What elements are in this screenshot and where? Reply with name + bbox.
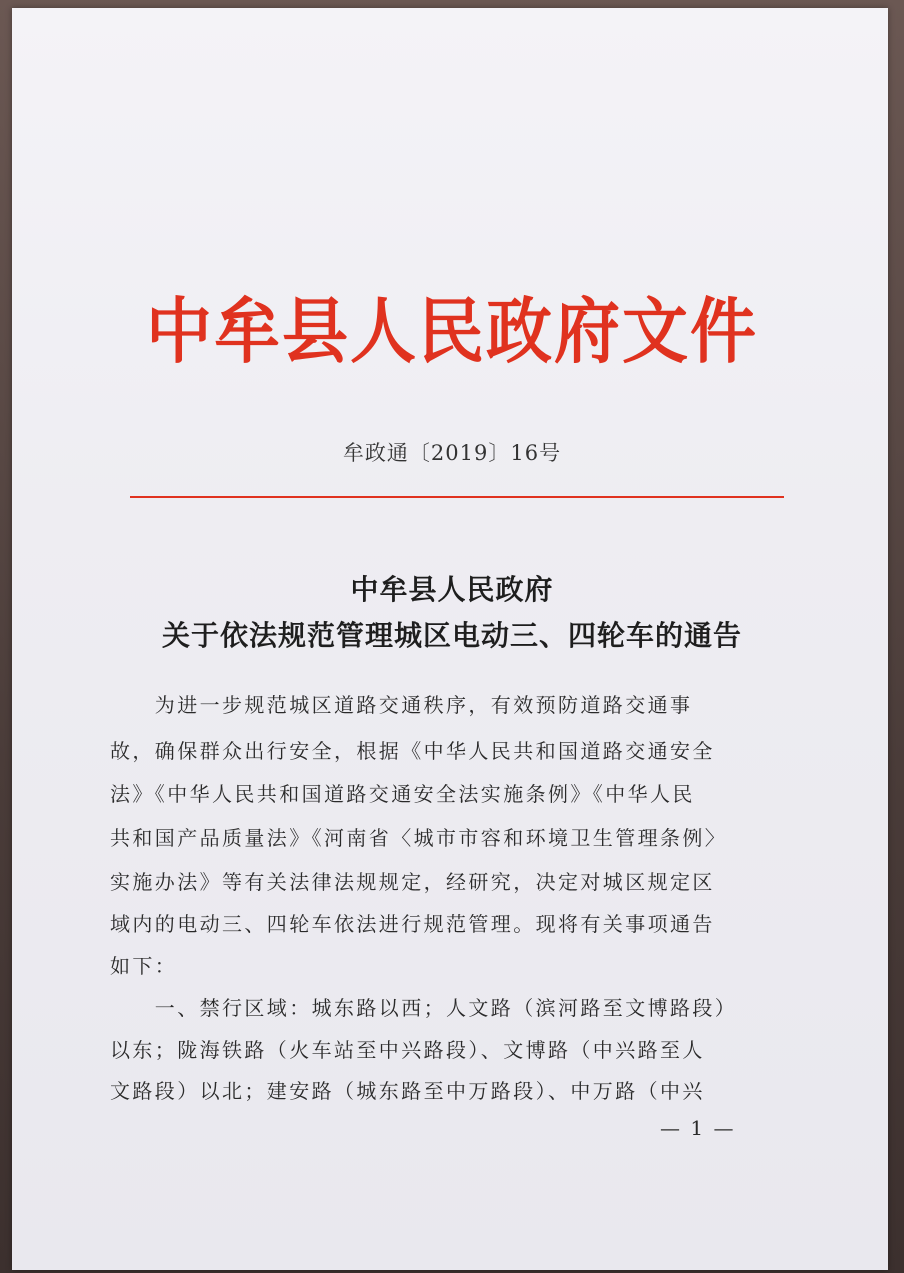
body-line: 文路段）以北；建安路（城东路至中万路段）、中万路（中兴 [110,1079,705,1103]
body-line: 故，确保群众出行安全，根据《中华人民共和国道路交通安全 [110,739,715,763]
document-issuer-header: 中牟县人民政府文件 [146,288,758,374]
page-number: — 1 — [660,1116,736,1140]
red-separator-line [130,496,784,498]
body-line: 以东；陇海铁路（火车站至中兴路段）、文博路（中兴路至人 [110,1038,705,1062]
document-title-line-2: 关于依法规范管理城区电动三、四轮车的通告 [161,619,742,652]
body-line: 如下： [110,954,178,978]
body-line: 实施办法》等有关法律法规规定，经研究，决定对城区规定区 [110,870,715,894]
document-number: 牟政通〔2019〕16号 [342,441,562,465]
body-line: 共和国产品质量法》《河南省〈城市市容和环境卫生管理条例〉 [110,826,728,850]
body-line: 域内的电动三、四轮车依法进行规范管理。现将有关事项通告 [110,912,715,936]
body-line: 为进一步规范城区道路交通秩序，有效预防道路交通事 [110,693,693,717]
document-title-line-1: 中牟县人民政府 [350,573,554,606]
body-line: 一、禁行区域：城东路以西；人文路（滨河路至文博路段） [110,996,738,1020]
body-line: 法》《中华人民共和国道路交通安全法实施条例》《中华人民 [110,782,695,806]
